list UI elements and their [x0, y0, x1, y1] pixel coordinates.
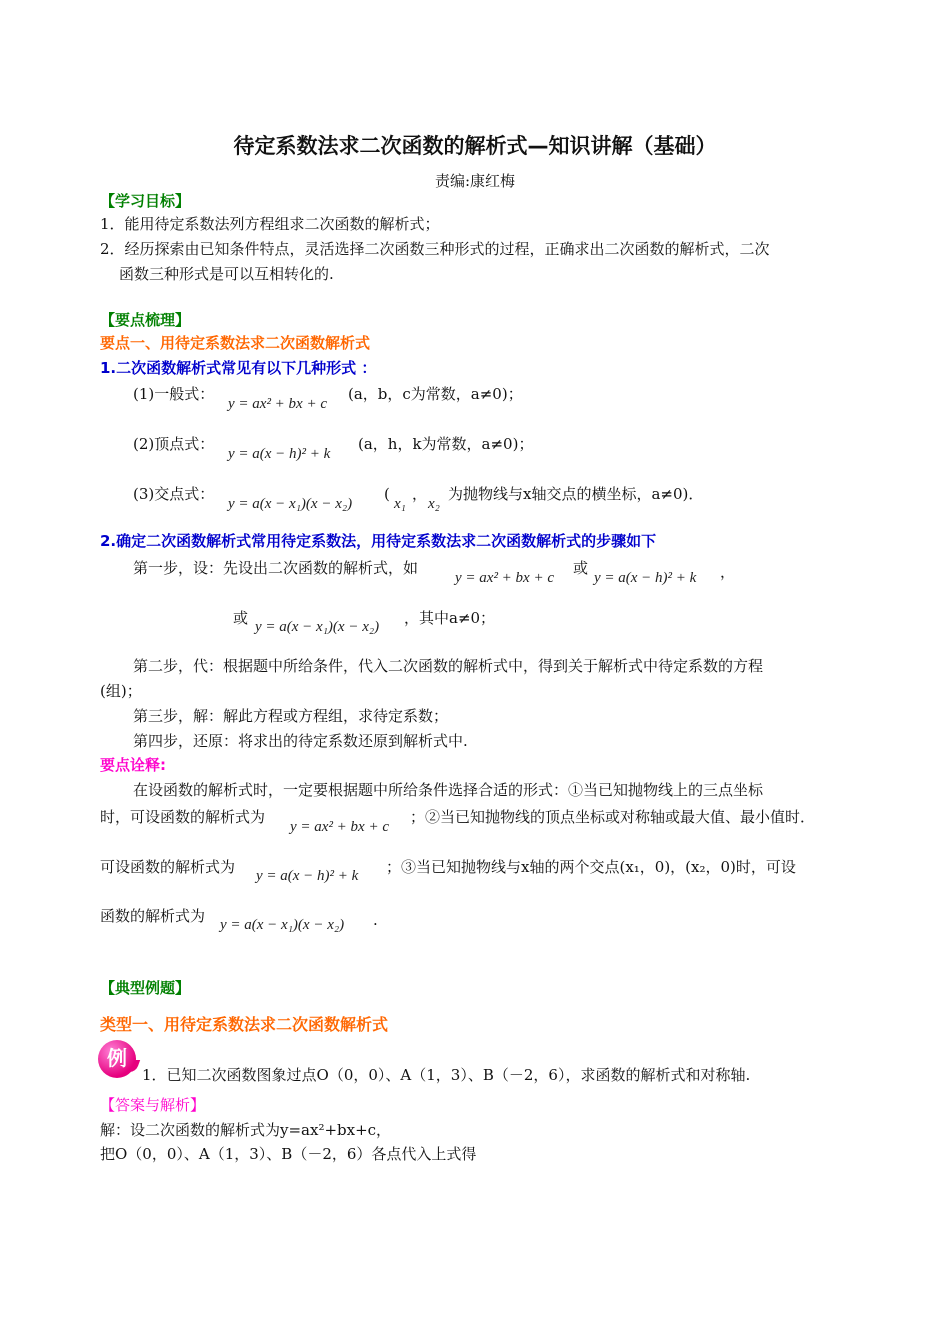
solution-line-2: 把O（0，0）、A（1，3）、B（－2，6）各点代入上式得	[100, 1145, 477, 1163]
form-2-label: (2)顶点式：	[133, 435, 215, 453]
form-3-paren: (	[384, 485, 390, 503]
step-1-or-2: 或	[233, 609, 249, 627]
notes-line-3-text: 可设函数的解析式为	[100, 858, 236, 876]
notes-heading: 要点诠释:	[100, 756, 166, 774]
form-2-note: (a，h，k为常数，a≠0)；	[358, 435, 534, 453]
notes-line-2-formula: y = ax² + bx + c	[290, 819, 389, 835]
notes-line-1: 在设函数的解析式时，一定要根据题中所给条件选择合适的形式：①当已知抛物线上的三点坐标	[133, 781, 764, 799]
form-1-note: (a，b，c为常数，a≠0)；	[348, 385, 523, 403]
step-1-formula-vertex: y = a(x − h)² + k	[594, 570, 697, 586]
notes-line-4-text: 函数的解析式为	[100, 907, 206, 925]
notes-line-2-tail: ；②当已知抛物线的顶点坐标或对称轴或最大值、最小值时．	[410, 808, 816, 826]
goal-item-2-line-2: 函数三种形式是可以互相转化的.	[119, 265, 334, 283]
step-1-formula-general: y = ax² + bx + c	[455, 570, 554, 586]
step-2-line-1: 第二步，代：根据题中所给条件，代入二次函数的解析式中，得到关于解析式中待定系数的方程	[133, 657, 764, 675]
notes-line-3-formula: y = a(x − h)² + k	[256, 868, 359, 884]
form-1-label: (1)一般式：	[133, 385, 215, 403]
points-heading: 【要点梳理】	[100, 311, 191, 329]
goal-item-1: 1．能用待定系数法列方程组求二次函数的解析式；	[100, 215, 440, 233]
form-3-formula: y = a(x − x₁)(x − x₂)	[228, 496, 353, 512]
form-2-formula: y = a(x − h)² + k	[228, 446, 331, 462]
section-1-heading: 要点一、用待定系数法求二次函数解析式	[100, 334, 371, 352]
form-3-x2: x₂	[428, 496, 440, 512]
step-4: 第四步，还原：将求出的待定系数还原到解析式中.	[133, 732, 468, 750]
example-badge-icon: 例	[98, 1040, 136, 1078]
form-3-x1: x₁	[394, 496, 406, 512]
form-3-note: 为抛物线与x轴交点的横坐标，a≠0)．	[448, 485, 704, 503]
notes-line-2-text: 时，可设函数的解析式为	[100, 808, 266, 826]
step-1-comma: ，	[720, 563, 736, 581]
form-3-comma: ，	[412, 485, 428, 503]
example-1-question: 1．已知二次函数图象过点O（0，0）、A（1，3）、B（－2，6），求函数的解析式和对称轴.	[142, 1066, 751, 1084]
step-1-tail: ，其中a≠0；	[404, 609, 496, 627]
subsection-1-heading: 1.二次函数解析式常见有以下几种形式 ：	[100, 359, 377, 377]
form-3-label: (3)交点式：	[133, 485, 215, 503]
type-1-heading: 类型一、用待定系数法求二次函数解析式	[100, 1015, 389, 1034]
examples-heading: 【典型例题】	[100, 979, 191, 997]
page-title: 待定系数法求二次函数的解析式—知识讲解（基础）	[233, 134, 717, 158]
answer-heading: 【答案与解析】	[100, 1096, 206, 1114]
solution-line-1: 解：设二次函数的解析式为y=ax²+bx+c，	[100, 1121, 392, 1139]
step-1-text: 第一步，设：先设出二次函数的解析式，如	[133, 559, 419, 577]
step-1-or: 或	[573, 559, 589, 577]
subsection-2-heading: 2.确定二次函数解析式常用待定系数法，用待定系数法求二次函数解析式的步骤如下	[100, 532, 657, 550]
step-2-line-2: (组)；	[100, 682, 142, 700]
step-3: 第三步，解：解此方程或方程组，求待定系数；	[133, 707, 449, 725]
step-1-formula-intercept: y = a(x − x₁)(x − x₂)	[255, 619, 380, 635]
notes-line-3-tail: ；③当已知抛物线与x轴的两个交点(x₁，0)，(x₂，0)时，可设	[386, 858, 796, 876]
notes-line-4-tail: .	[373, 911, 378, 929]
author-line: 责编:康红梅	[434, 172, 516, 190]
form-1-formula: y = ax² + bx + c	[228, 396, 327, 412]
notes-line-4-formula: y = a(x − x₁)(x − x₂)	[220, 917, 345, 933]
goal-item-2-line-1: 2．经历探索由已知条件特点，灵活选择二次函数三种形式的过程，正确求出二次函数的解析式，二次	[100, 240, 770, 258]
goals-heading: 【学习目标】	[100, 192, 191, 210]
